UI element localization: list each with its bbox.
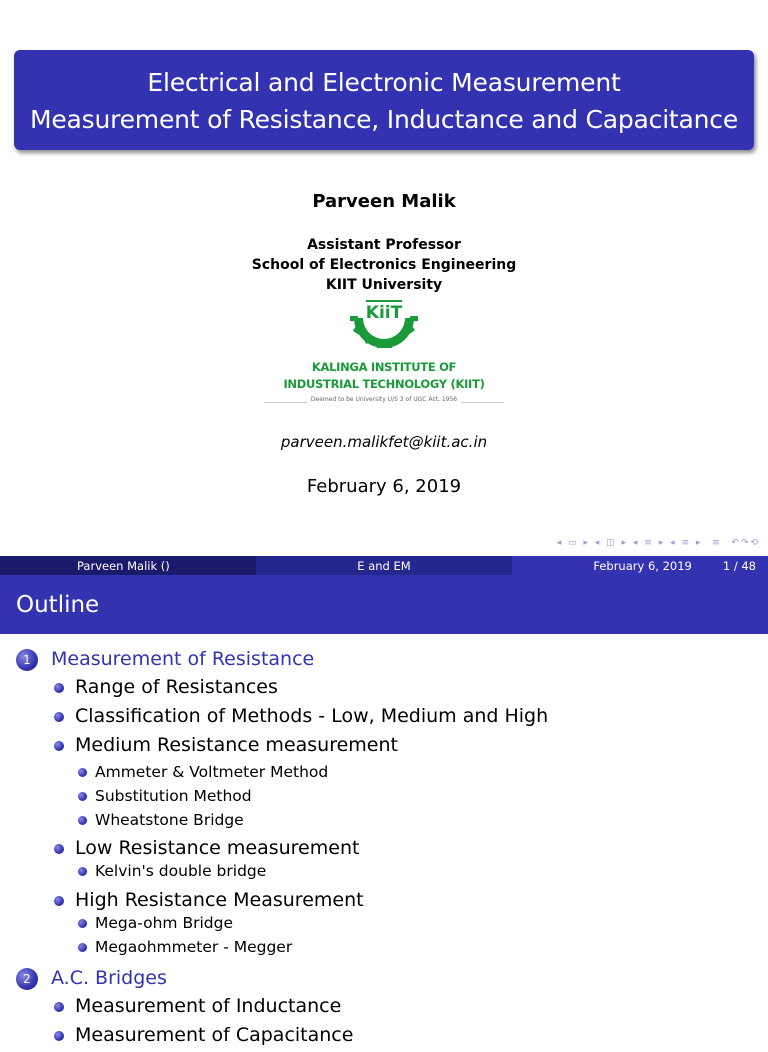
subsection-label[interactable]: Classification of Methods - Low, Medium and High [75,705,549,727]
affiliation-position: Assistant Professor [307,237,461,253]
section-title[interactable]: A.C. Bridges [51,967,167,989]
footer-author [0,556,256,575]
kiit-gear-icon [262,296,506,352]
logo-mark-text: KiiT [365,303,403,323]
outline-subsubsection[interactable] [0,937,768,966]
footer-author-text: Parveen Malik () [77,558,170,573]
subsubsection-label[interactable]: Megaohmmeter - Megger [95,938,293,956]
slide-footer [0,556,768,575]
outline-subsubsection[interactable] [0,810,768,836]
affiliation [0,235,768,295]
presentation-date: February 6, 2019 [306,476,462,497]
subsubsection-label[interactable]: Mega-ohm Bridge [95,914,233,932]
bullet-icon [78,919,87,928]
bullet-icon [78,867,87,876]
title-box [14,50,754,150]
outline-section[interactable] [0,966,768,994]
outline-subsection[interactable] [0,733,768,762]
subsubsection-label[interactable]: Wheatstone Bridge [95,811,244,829]
affiliation-school: School of Electronics Engineering [251,257,517,273]
outline-subsubsection[interactable] [0,861,768,888]
outline-subsection[interactable] [0,704,768,733]
bullet-icon [78,768,87,777]
outline-subsection[interactable] [0,675,768,704]
subsubsection-label[interactable]: Ammeter & Voltmeter Method [95,763,329,781]
outline-subsection[interactable] [0,994,768,1023]
subsection-label[interactable]: Measurement of Capacitance [75,1024,354,1046]
outline-subsubsection[interactable] [0,786,768,810]
outline-subsection[interactable] [0,1023,768,1052]
bullet-icon [78,816,87,825]
subsection-label[interactable]: High Resistance Measurement [75,889,364,911]
subsection-label[interactable]: Measurement of Inductance [75,995,342,1017]
presentation-title: Electrical and Electronic Measurement [147,68,621,97]
bullet-icon [54,712,64,722]
author-email[interactable]: parveen.malikfet@kiit.ac.in [280,433,488,451]
logo-text-line2: INDUSTRIAL TECHNOLOGY (KIIT) [283,377,485,391]
presentation-subtitle: Measurement of Resistance, Inductance and Capacitance [29,105,739,134]
footer-title [256,556,512,575]
bullet-icon [78,943,87,952]
subsubsection-label[interactable]: Kelvin's double bridge [95,862,267,880]
author-name: Parveen Malik [312,191,456,212]
kiit-logo [262,296,506,410]
section-number-badge: 2 [16,968,38,990]
bullet-icon [54,896,64,906]
frame-title: Outline [0,575,768,634]
bullet-icon [54,1002,64,1012]
subsection-label[interactable]: Low Resistance measurement [75,837,360,859]
subsection-label[interactable]: Medium Resistance measurement [75,734,398,756]
outline-subsubsection[interactable] [0,913,768,937]
footer-page-number: 1 / 48 [722,558,756,573]
affiliation-university: KIIT University [325,277,443,293]
outline-subsubsection[interactable] [0,762,768,786]
bullet-icon [54,844,64,854]
footer-title-text: E and EM [357,558,411,573]
bullet-icon [78,792,87,801]
section-number-badge: 1 [16,649,38,671]
logo-tagline: Deemed to be University U/S 3 of UGC Act, 1956 [307,396,461,403]
outline-subsection[interactable] [0,888,768,913]
outline-subsection[interactable] [0,836,768,861]
subsection-label[interactable]: Range of Resistances [75,676,278,698]
bullet-icon [54,1031,64,1041]
footer-date: February 6, 2019 [593,558,692,573]
footer-date-page [512,556,768,575]
bullet-icon [54,683,64,693]
logo-text-line1: KALINGA INSTITUTE OF [311,360,457,374]
outline-slide [0,575,768,1046]
section-title[interactable]: Measurement of Resistance [51,648,315,670]
beamer-navigation-symbols[interactable]: ◂ ▭ ▸ ◂ ◫ ▸ ◂ ≡ ▸ ◂ ≡ ▸ ≡ ↶↷⟲ [556,538,760,548]
outline-section[interactable] [0,647,768,675]
outline-list [0,647,768,1052]
logo-tagline-wrap [262,396,506,403]
bullet-icon [54,741,64,751]
subsubsection-label[interactable]: Substitution Method [95,787,252,805]
